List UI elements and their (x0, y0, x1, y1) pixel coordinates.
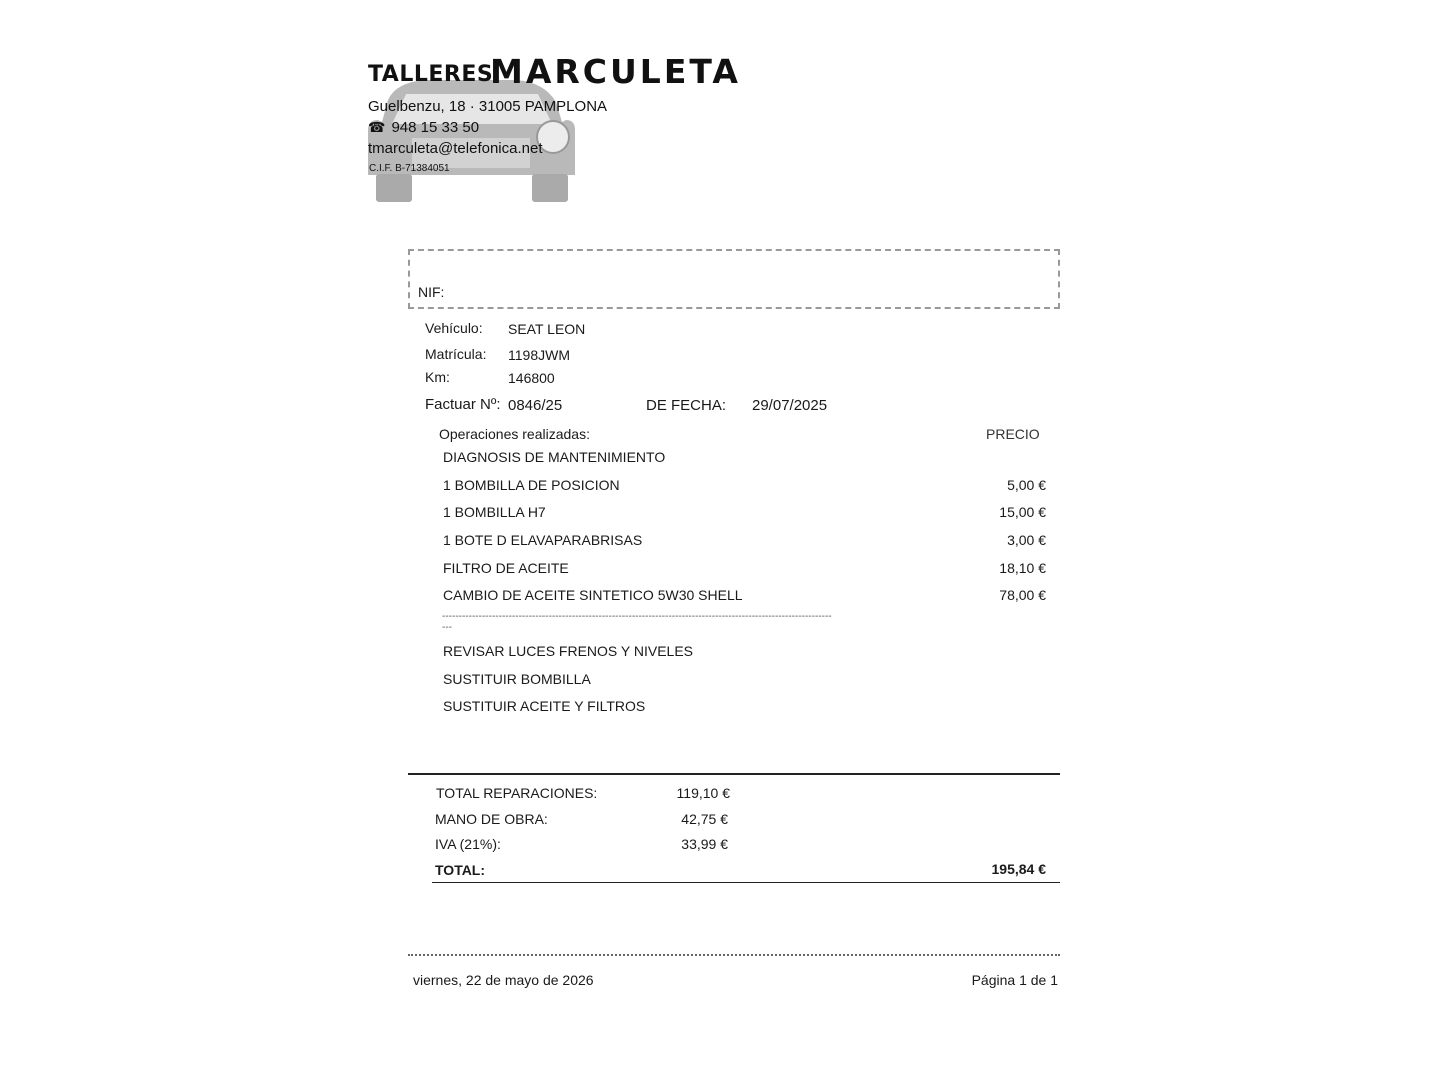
labor-value: 42,75 € (681, 811, 728, 827)
vat-value: 33,99 € (681, 836, 728, 852)
invoice-date-value: 29/07/2025 (752, 397, 828, 414)
vehicle-value: SEAT LEON (508, 321, 586, 337)
total-repairs-value: 119,10 € (676, 785, 730, 801)
brand-name-large: MARCULETA (490, 52, 741, 91)
task-item: SUSTITUIR ACEITE Y FILTROS (443, 698, 646, 714)
task-item: REVISAR LUCES FRENOS Y NIVELES (443, 643, 694, 659)
workshop-address: Guelbenzu, 18 · 31005 PAMPLONA (368, 98, 608, 115)
operations-heading: Operaciones realizadas: (439, 426, 590, 442)
grand-total-underline (432, 882, 1060, 883)
operation-item-price: 18,10 € (999, 560, 1046, 576)
footer-page-number: Página 1 de 1 (971, 972, 1058, 988)
operation-item-desc: FILTRO DE ACEITE (443, 560, 569, 576)
workshop-cif: C.I.F. B-71384051 (369, 163, 450, 174)
operation-item-desc: 1 BOMBILLA DE POSICION (443, 477, 620, 493)
invoice-number-value: 0846/25 (508, 397, 563, 414)
plate-value: 1198JWM (508, 347, 570, 363)
plate-label: Matrícula: (425, 346, 487, 362)
client-nif-label: NIF: (418, 284, 445, 300)
workshop-phone-number: 948 15 33 50 (391, 119, 480, 136)
price-heading: PRECIO (986, 426, 1040, 442)
grand-total-value: 195,84 € (991, 861, 1046, 877)
operation-item-price: 3,00 € (1007, 532, 1046, 548)
telephone-icon: ☎ (368, 119, 386, 135)
operation-item-desc: 1 BOMBILLA H7 (443, 504, 546, 520)
labor-label: MANO DE OBRA: (435, 811, 548, 827)
footer-date: viernes, 22 de mayo de 2026 (413, 972, 594, 988)
workshop-phone (368, 119, 479, 136)
operations-separator: ------------------------------------------------------------------------------------------------------------------------ (442, 611, 832, 633)
task-item: SUSTITUIR BOMBILLA (443, 671, 591, 687)
vat-label: IVA (21%): (435, 836, 501, 852)
client-box (408, 249, 1060, 309)
operation-item-desc: DIAGNOSIS DE MANTENIMIENTO (443, 449, 666, 465)
km-label: Km: (425, 369, 450, 385)
operation-item-price: 15,00 € (999, 504, 1046, 520)
brand-name-small: TALLERES (368, 62, 494, 87)
km-value: 146800 (508, 370, 555, 386)
invoice-date-label: DE FECHA: (646, 397, 727, 414)
grand-total-label: TOTAL: (435, 862, 486, 878)
total-repairs-label: TOTAL REPARACIONES: (436, 785, 598, 801)
operation-item-price: 78,00 € (999, 587, 1046, 603)
totals-divider (408, 773, 1060, 775)
invoice-number-label: Factuar Nº: (425, 396, 501, 413)
operation-item-desc: 1 BOTE D ELAVAPARABRISAS (443, 532, 643, 548)
operation-item-desc: CAMBIO DE ACEITE SINTETICO 5W30 SHELL (443, 587, 743, 603)
operation-item-price: 5,00 € (1007, 477, 1046, 493)
vehicle-label: Vehículo: (425, 320, 483, 336)
workshop-email: tmarculeta@telefonica.net (368, 140, 543, 157)
footer-divider (408, 954, 1060, 956)
